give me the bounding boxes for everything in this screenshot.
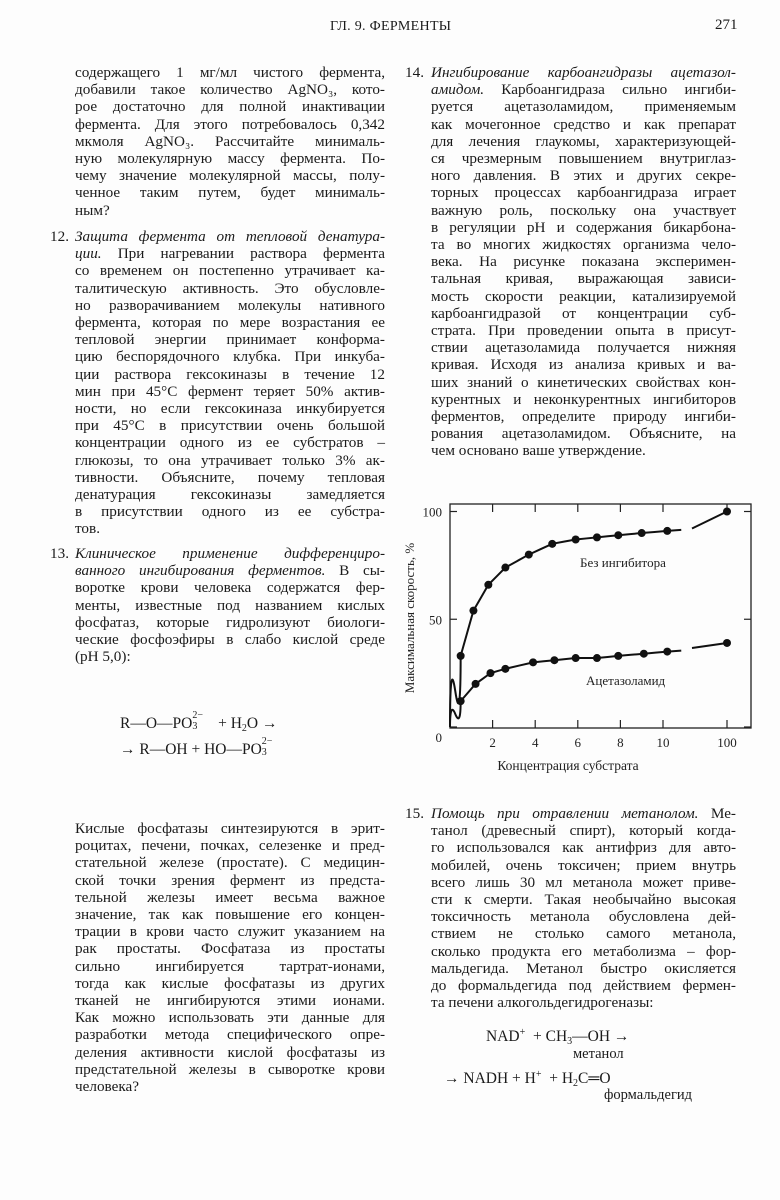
text-line: тогда как кислые фосфатазы из других [75, 974, 385, 992]
text-line: в присутствии одного из ее субстра- [75, 503, 385, 521]
x-tick-label: 4 [531, 735, 539, 750]
x-tick-label: 10 [656, 735, 670, 750]
x-tick-label: 2 [489, 735, 496, 750]
text-line: в регуляции pH и содержания бикарбона- [431, 218, 736, 236]
data-point [572, 654, 580, 662]
text-line: цию беспорядочного клубка. При инкуба- [75, 348, 385, 366]
text-line: до формальдегида под действием фермен- [431, 977, 736, 995]
x-tick-label: 6 [574, 735, 582, 750]
phosphate-hydrolysis-equation-line2: → R—OH + HO—PO 2− 3 [120, 736, 273, 758]
text-line: та печени алкогольдегидрогеназы: [431, 994, 654, 1012]
data-point [484, 581, 492, 589]
methanol-oxidation-equation-line1: $NAD^+ + CH_3—OH$ → [486, 1027, 630, 1047]
text-line: чему значение молекулярной массы, полу- [75, 167, 385, 185]
series-label-acetazolamide: Ацетазоламид [586, 673, 666, 688]
text-line: тепловой энергии принимает конформа- [75, 331, 385, 349]
text-line: человека? [75, 1078, 140, 1096]
text-line: ности, но если гексокиназа инкубируется [75, 400, 385, 418]
text-line: фермента, которая по мере возрастания ее [75, 314, 385, 332]
data-point [614, 531, 622, 539]
y-tick-label: 0 [435, 730, 442, 745]
data-point [472, 680, 480, 688]
formaldehyde-label: формальдегид [604, 1087, 693, 1103]
text-line: тканей не ингибируются этими ионами. [75, 992, 385, 1010]
text-line: руется ацетазоламидом, применяемым [431, 98, 736, 116]
data-point [593, 533, 601, 541]
problem-12-number: 12. [50, 228, 69, 245]
data-point [723, 639, 731, 647]
y-tick-label: 50 [429, 612, 442, 628]
text-line: страта. При проведении опыта в присут- [431, 322, 736, 340]
data-point [640, 650, 648, 658]
text-line: та во многих жидкостях организма чело- [431, 236, 736, 254]
data-point [501, 665, 509, 673]
text-line: торных процессах карбоангидраза играет [431, 184, 736, 202]
text-line: ской точки зрения фермент из предста- [75, 871, 385, 889]
methanol-label: метанол [573, 1046, 624, 1062]
text-line: деления активности кислой фосфатазы из [75, 1043, 385, 1061]
data-point [663, 648, 671, 656]
text-line: Кислые фосфатазы синтезируются в эрит- [75, 820, 385, 837]
data-point [457, 697, 465, 705]
text-line: (pH 5,0): [75, 648, 131, 666]
problem-15-title: Помощь при отравлении метанолом. [431, 805, 699, 822]
curve-acetazolamide [450, 651, 681, 727]
data-point [638, 529, 646, 537]
text-line: мость скорости реакции, катализируемой [431, 287, 736, 305]
problem-12-text: Защита фермента от тепловой денатура- ции. При нагревании раствора фермента со временем он постепенно утрачивает ка- талитическую активность. Это обусловле- но разворачиванием молекулы нативного фермента, которая по мере возрастания ее тепловой энергии принимает конформа- цию беспорядочного клубка. При инкуба- ции раствора гексокиназы в течение 12 мин при 45°С фермент теряет 50% актив- ности, но если гексокиназа инкубируется при 45°С в присутствии очень большой концентрации одного из ее субстратов – глюкозы, то она утрачивает только 3% ак- тивности. Объясните, почему тепловая денатурация гексокиназы замедляется в присутствии одного из ее субстра- тов. [75, 228, 385, 538]
text-line: мобилей, очень токсичен; прием внутрь [431, 856, 736, 874]
text-line: ческие фосфоэфиры в слабо кислой среде [75, 631, 385, 649]
text-line: содержащего 1 мг/мл чистого фермента, [75, 64, 385, 81]
text-line: ции раствора гексокиназы в течение 12 [75, 365, 385, 383]
text-line: тов. [75, 520, 100, 538]
x-tick-label: 8 [617, 735, 624, 750]
text-line: предстательной железы в сыворотке крови [75, 1060, 385, 1078]
text-line: тальная кривая, выражающая зависи- [431, 270, 736, 288]
text-line: ствием не столько самого метанола, [431, 925, 736, 943]
text-line: трации в крови часто служит указанием на [75, 923, 385, 941]
data-point [548, 540, 556, 548]
text-line: мальдегида. Метанол быстро окисляется [431, 959, 736, 977]
text-line: как мочегонное средство и как препарат [431, 115, 736, 133]
data-point [529, 658, 537, 666]
methanol-oxidation-equation-line2: → NADH + $H^+ + H_2C═O$ [444, 1069, 611, 1089]
text-line: менты, известные под названием кислых [75, 596, 385, 614]
problem-14-title: Ингибирование карбоангидразы ацетазол- [431, 64, 736, 81]
data-point [525, 551, 533, 559]
text-line: но разворачиванием молекулы нативного [75, 296, 385, 314]
problem-14-text: Ингибирование карбоангидразы ацетазол- амидом. Карбоангидраза сильно ингиби- руется ацетазоламидом, применяемым как мочегонное средство и как препарат для лечения глаукомы, характеризующей- ся чрезмерным повышением внутриглаз- ного давления. В этих и других секре- торных процессах карбоангидраза играет важную роль, поскольку она участвует в регуляции pH и содержания бикарбона- та во многих жидкостях организма чело- века. На рисунке показана эксперимен- тальная кривая, выражающая зависи- мость скорости реакции, катализируемой карбоангидразой от концентрации суб- страта. При проведении опыта в присут- ствии ацетазоламида получается нижняя кривая. Исходя из анализа кривых и ва- ших знаний о кинетических свойствах кон- курентных и неконкурентных ингибиторов ферментов, определите природу ингиби- рования ацетазоламидом. Объясните, на чем основано ваше утверждение. [431, 64, 736, 460]
data-point [550, 656, 558, 664]
text-line: карбоангидразой от концентрации суб- [431, 304, 736, 322]
text-line: фермента. Для этого потребовалось 0,342 [75, 115, 385, 133]
problem-15-text: Помощь при отравлении метанолом. Ме- танол (древесный спирт), который когда- го использовался как антифриз для авто- мобилей, очень токсичен; прием внутрь всего лишь 30 мл метанола может приве- сти к смерти. Такая необычайно высокая токсичность метанола обусловлена дей- ствием не столько самого метанола, сколько продукта его метаболизма – фор- мальдегида. Метанол быстро окисляется до формальдегида под действием фермен- та печени алкогольдегидрогеназы: [431, 805, 736, 1012]
text-line: рования ацетазоламидом. Объясните, на [431, 425, 736, 443]
problem-13-title: Клиническое применение дифференциро- [75, 545, 385, 562]
text-line: добавили такое количество AgNO₃, кото- [75, 81, 385, 99]
text-line: всего лишь 30 мл метанола может приве- [431, 873, 736, 891]
text-line: ших знаний о кинетических свойствах кон- [431, 373, 736, 391]
data-point [457, 652, 465, 660]
text-line: сти к смерти. Такая необычайно высокая [431, 891, 736, 909]
text-line: ным? [75, 201, 110, 219]
text-line: ся чрезмерным повышением внутриглаз- [431, 150, 736, 168]
data-point [614, 652, 622, 660]
problem-13-continuation [75, 820, 385, 1095]
text-line: рак простаты. Фосфатаза из простаты [75, 940, 385, 958]
problem-13-text: Клиническое применение дифференциро- ванного ингибирования ферментов. В сы- воротке крови человека содержатся фер- менты, известные под названием кислых фосфатаз, которые гидролизуют биологи- ческие фосфоэфиры в слабо кислой среде (pH 5,0): [75, 545, 385, 666]
text-line: го использовался как антифриз для авто- [431, 839, 736, 857]
y-axis-label: Максимальная скорость, % [402, 542, 417, 694]
text-line: ствии ацетазоламида получается нижняя [431, 339, 736, 357]
text-line: ферментов, определите природу ингиби- [431, 408, 736, 426]
problem-14-number: 14. [405, 64, 424, 81]
text-line: талитическую активность. Это обусловле- [75, 279, 385, 297]
text-line: воротке крови человека содержатся фер- [75, 579, 385, 597]
problem-11-continuation [75, 64, 385, 219]
data-point [663, 527, 671, 535]
text-line: тельной железы имеет весьма важное [75, 888, 385, 906]
text-line: сколько продукта его метаболизма – фор- [431, 942, 736, 960]
text-line: при 45°С в присутствии очень большой [75, 417, 385, 435]
problem-12-title: Защита фермента от тепловой денатура- [75, 228, 385, 245]
text-line: ного давления. В этих и других секре- [431, 167, 736, 185]
text-line: разработки метода специфического опре- [75, 1026, 385, 1044]
text-line: сильно ингибируется тартрат-ионами, [75, 957, 385, 975]
text-line: стательной железе (простате). С медицин- [75, 854, 385, 872]
data-point [572, 536, 580, 544]
text-line: чем основано ваше утверждение. [431, 442, 646, 460]
data-point [486, 669, 494, 677]
text-line: фосфатаз, которые гидролизуют биологи- [75, 613, 385, 631]
text-line: глюкозы, то она утрачивает только 3% ак- [75, 451, 385, 469]
text-line: со временем он постепенно утрачивает ка- [75, 262, 385, 280]
text-line: кривая. Исходя из анализа кривых и ва- [431, 356, 736, 374]
text-line: тивности. Объясните, почему тепловая [75, 468, 385, 486]
series-label-no-inhibitor: Без ингибитора [580, 555, 666, 570]
text-line: курентных и неконкурентных ингибиторов [431, 390, 736, 408]
text-line: важную роль, поскольку она участвует [431, 201, 736, 219]
text-line: концентрации одного из ее субстратов – [75, 434, 385, 452]
x-tick-label: 100 [717, 735, 737, 750]
running-header: ГЛ. 9. ФЕРМЕНТЫ [330, 19, 452, 34]
text-line: роцитах, печени, почках, селезенке и пред- [75, 837, 385, 855]
text-line: века. На рисунке показана эксперимен- [431, 253, 736, 271]
text-line: для лечения глаукомы, характеризующей- [431, 132, 736, 150]
data-point [593, 654, 601, 662]
data-point [501, 564, 509, 572]
text-line: денатурация гексокиназы замедляется [75, 486, 385, 504]
text-line: танол (древесный спирт), который когда- [431, 822, 736, 840]
text-line: ную молекулярную массу фермента. По- [75, 150, 385, 168]
y-tick-label: 100 [422, 504, 442, 520]
problem-13-number: 13. [50, 545, 69, 562]
data-point [723, 508, 731, 516]
text-line: рое достаточно для полной инактивации [75, 98, 385, 116]
problem-15-number: 15. [405, 805, 424, 822]
text-line: мкмоля AgNO₃. Рассчитайте минималь- [75, 132, 385, 150]
text-line: Как можно использовать эти данные для [75, 1009, 385, 1027]
text-line: значение, так как повышение его концен- [75, 906, 385, 924]
x-axis-label: Концентрация субстрата [497, 758, 639, 773]
text-line: мин при 45°С фермент теряет 50% актив- [75, 382, 385, 400]
page-number: 271 [715, 17, 738, 33]
text-line: токсичность метанола обусловлена дей- [431, 908, 736, 926]
data-point [469, 607, 477, 615]
phosphate-hydrolysis-equation-line1: R—O—PO 2− 3 + $H_2O$ → [120, 710, 278, 734]
enzyme-kinetics-chart [390, 490, 780, 790]
text-line: ченное таким путем, будет минималь- [75, 184, 385, 202]
